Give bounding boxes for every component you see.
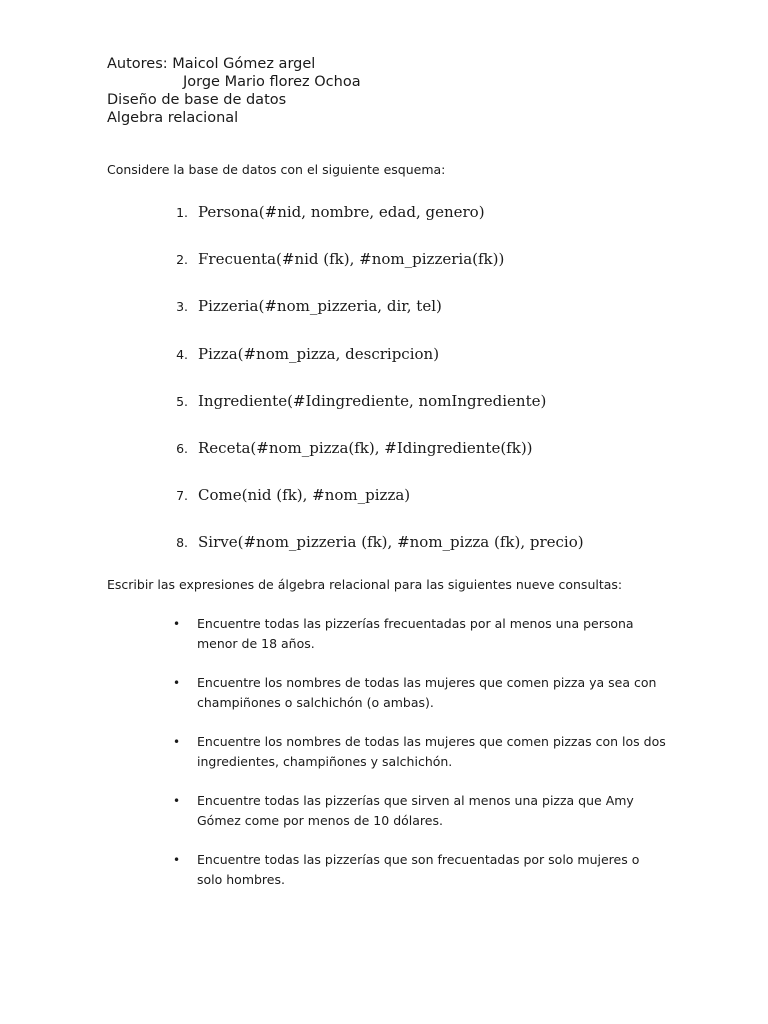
schema-number: 8. <box>176 535 188 551</box>
bullet-icon: • <box>173 853 181 867</box>
schema-list <box>0 202 768 580</box>
schema-number: 2. <box>176 252 188 268</box>
query-text: Encuentre todas las pizzerías que sirven al menos una pizza que Amy Gómez come por menos de 10 dólares. <box>197 793 634 828</box>
schema-relation: Sirve(#nom_pizzeria (fk), #nom_pizza (fk), precio) <box>198 533 584 552</box>
schema-relation: Pizzeria(#nom_pizzeria, dir, tel) <box>198 297 442 316</box>
schema-number: 7. <box>176 488 188 504</box>
query-item <box>0 673 768 732</box>
query-item <box>0 614 768 673</box>
bullet-icon: • <box>173 676 181 690</box>
schema-item <box>0 202 768 249</box>
schema-relation: Persona(#nid, nombre, edad, genero) <box>198 203 485 221</box>
schema-relation: Receta(#nom_pizza(fk), #Idingrediente(fk)) <box>198 438 533 457</box>
query-item <box>0 850 768 909</box>
schema-relation: Pizza(#nom_pizza, descripcion) <box>198 344 440 363</box>
schema-item <box>0 344 768 391</box>
bullet-icon: • <box>173 617 181 631</box>
schema-number: 6. <box>176 440 188 456</box>
bullet-icon: • <box>173 794 181 808</box>
query-item <box>0 791 768 850</box>
intro-text: Considere la base de datos con el siguiente esquema: <box>107 162 446 177</box>
schema-number: 5. <box>176 393 188 409</box>
instruction-text: Escribir las expresiones de álgebra relacional para las siguientes nueve consultas: <box>107 577 623 592</box>
bullet-icon: • <box>173 735 181 749</box>
schema-number: 1. <box>176 205 188 220</box>
query-text: Encuentre los nombres de todas las mujeres que comen pizzas con los dos ingredientes, champiñones y salchichón. <box>197 734 666 769</box>
course-title: Diseño de base de datos <box>107 92 287 108</box>
authors-line: Autores: Maicol Gómez argel <box>107 56 316 72</box>
query-text: Encuentre todas las pizzerías que son frecuentadas por solo mujeres o solo hombres. <box>197 852 640 887</box>
schema-relation: Ingrediente(#Idingrediente, nomIngrediente) <box>198 391 547 410</box>
schema-item <box>0 438 768 485</box>
schema-relation: Come(nid (fk), #nom_pizza) <box>198 486 411 505</box>
schema-item <box>0 532 768 579</box>
query-list <box>0 614 768 909</box>
schema-number: 4. <box>176 346 188 362</box>
schema-relation: Frecuenta(#nid (fk), #nom_pizzeria(fk)) <box>198 250 505 269</box>
second-author: Jorge Mario florez Ochoa <box>183 74 361 90</box>
schema-item <box>0 296 768 343</box>
schema-item <box>0 485 768 532</box>
query-text: Encuentre todas las pizzerías frecuentadas por al menos una persona menor de 18 años. <box>197 616 634 651</box>
topic-title: Algebra relacional <box>107 110 239 126</box>
schema-item <box>0 249 768 296</box>
query-item <box>0 732 768 791</box>
schema-item <box>0 391 768 438</box>
document-header <box>107 55 361 127</box>
query-text: Encuentre los nombres de todas las mujeres que comen pizza ya sea con champiñones o salchichón (o ambas). <box>197 675 657 710</box>
schema-number: 3. <box>176 299 188 315</box>
